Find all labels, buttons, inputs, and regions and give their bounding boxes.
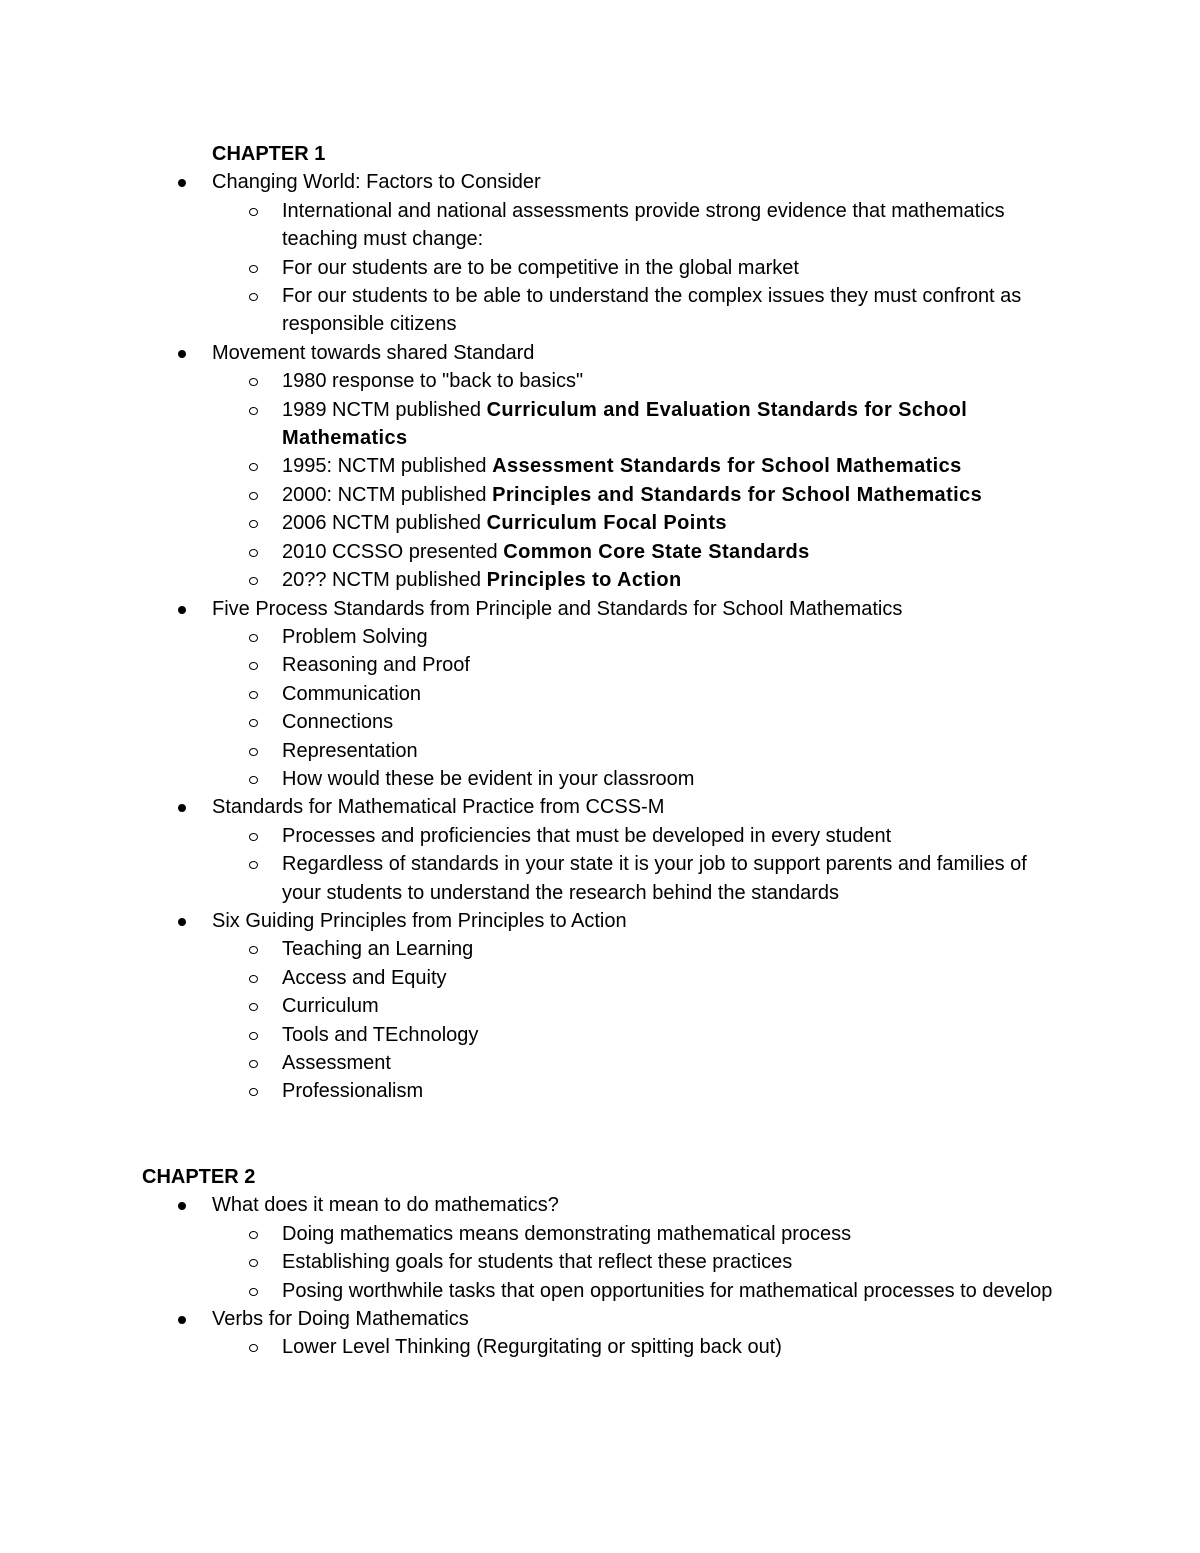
sub-item-text: Lower Level Thinking (Regurgitating or spitting back out) [282, 1336, 782, 1359]
sub-item-text: Representation [282, 739, 418, 762]
sub-item [212, 481, 1062, 509]
sub-item [212, 651, 1062, 679]
hollow-bullet-icon [249, 776, 258, 784]
publication-title: Principles and Standards for School Mathematics [492, 483, 983, 506]
hollow-bullet-icon [249, 1288, 258, 1296]
outline-item-label: What does it mean to do mathematics? [212, 1194, 559, 1217]
sub-item-text: Establishing goals for students that reflect these practices [282, 1251, 793, 1274]
sub-item-text: Curriculum [282, 995, 379, 1018]
filled-bullet-icon [178, 804, 186, 812]
sub-item [212, 367, 1062, 395]
outline-item [0, 907, 1200, 1106]
hollow-bullet-icon [249, 407, 258, 415]
outline-item-label: Verbs for Doing Mathematics [212, 1308, 469, 1331]
sub-list [212, 822, 1200, 907]
sub-item-text: Connections [282, 711, 394, 734]
sub-list [212, 367, 1200, 594]
sub-item-text: For our students are to be competitive in the global market [282, 256, 799, 279]
hollow-bullet-icon [249, 1032, 258, 1040]
sub-item-text: 2010 CCSSO presented [282, 540, 504, 563]
outline-item [0, 168, 1200, 338]
sub-item [212, 1077, 1062, 1105]
sub-list [212, 1333, 1200, 1361]
hollow-bullet-icon [249, 748, 258, 756]
outline-item [0, 793, 1200, 907]
hollow-bullet-icon [249, 1088, 258, 1096]
filled-bullet-icon [178, 350, 186, 358]
sub-item [212, 680, 1062, 708]
hollow-bullet-icon [249, 549, 258, 557]
hollow-bullet-icon [249, 662, 258, 670]
chapter-2-section [0, 1163, 1200, 1362]
sub-item-text: Doing mathematics means demonstrating mathematical process [282, 1222, 852, 1245]
hollow-bullet-icon [249, 861, 258, 869]
publication-title: Assessment Standards for School Mathematics [492, 455, 962, 478]
sub-item [212, 992, 1062, 1020]
sub-item-text: Professionalism [282, 1080, 424, 1103]
hollow-bullet-icon [249, 946, 258, 954]
sub-item [212, 708, 1062, 736]
sub-item [212, 509, 1062, 537]
publication-title: Curriculum Focal Points [486, 512, 727, 535]
sub-item [212, 850, 1062, 907]
hollow-bullet-icon [249, 1231, 258, 1239]
outline-item [0, 1305, 1200, 1362]
sub-item-text: Communication [282, 682, 421, 705]
sub-item-text: How would these be evident in your classroom [282, 767, 695, 790]
sub-item-text: 2006 NCTM published [282, 512, 487, 535]
sub-item-text: 1995: NCTM published [282, 455, 493, 478]
chapter-heading: CHAPTER 2 [142, 1166, 256, 1188]
sub-item [212, 623, 1062, 651]
hollow-bullet-icon [249, 378, 258, 386]
hollow-bullet-icon [249, 833, 258, 841]
hollow-bullet-icon [249, 463, 258, 471]
hollow-bullet-icon [249, 975, 258, 983]
hollow-bullet-icon [249, 691, 258, 699]
sub-item-text: Regardless of standards in your state it is your job to support parents and families of your students to understand the research behind the standards [282, 853, 1027, 904]
publication-title: Curriculum and Evaluation Standards for School Mathematics [282, 398, 968, 450]
hollow-bullet-icon [249, 1003, 258, 1011]
sub-list [212, 935, 1200, 1105]
outline-item [0, 1191, 1200, 1305]
sub-item [212, 1021, 1062, 1049]
sub-list [212, 197, 1200, 339]
sub-item [212, 737, 1062, 765]
filled-bullet-icon [178, 1202, 186, 1210]
sub-item [212, 197, 1062, 254]
sub-item [212, 566, 1062, 594]
sub-item [212, 396, 1062, 453]
sub-list [212, 623, 1200, 793]
sub-item-text: Posing worthwhile tasks that open opportunities for mathematical processes to develop [282, 1279, 1053, 1302]
sub-item-text: Teaching an Learning [282, 938, 474, 961]
hollow-bullet-icon [249, 577, 258, 585]
sub-item [212, 282, 1062, 339]
chapter-outline [0, 1191, 1200, 1361]
sub-item-text: For our students to be able to understand the complex issues they must confront as responsible citizens [282, 285, 1022, 336]
hollow-bullet-icon [249, 293, 258, 301]
chapter-1-section [0, 140, 1200, 1106]
chapter-heading: CHAPTER 1 [212, 143, 326, 165]
hollow-bullet-icon [249, 265, 258, 273]
hollow-bullet-icon [249, 634, 258, 642]
hollow-bullet-icon [249, 1060, 258, 1068]
filled-bullet-icon [178, 606, 186, 614]
sub-item-text: 1980 response to "back to basics" [282, 370, 584, 393]
filled-bullet-icon [178, 918, 186, 926]
hollow-bullet-icon [249, 208, 258, 216]
sub-item [212, 964, 1062, 992]
sub-item-text: Reasoning and Proof [282, 654, 470, 677]
sub-item [212, 765, 1062, 793]
hollow-bullet-icon [249, 1259, 258, 1267]
sub-item [212, 1333, 1062, 1361]
sub-item-text: International and national assessments provide strong evidence that mathematics teaching must change: [282, 199, 1005, 251]
outline-item-label: Movement towards shared Standard [212, 341, 535, 364]
filled-bullet-icon [178, 179, 186, 187]
sub-item [212, 1277, 1062, 1305]
sub-item [212, 1049, 1062, 1077]
sub-item-text: 20?? NCTM published [282, 569, 487, 592]
sub-item-text: Tools and TEchnology [282, 1023, 479, 1046]
sub-item [212, 935, 1062, 963]
sub-item-text: Processes and proficiencies that must be developed in every student [282, 824, 892, 847]
hollow-bullet-icon [249, 719, 258, 727]
publication-title: Common Core State Standards [503, 540, 810, 563]
sub-item-text: Access and Equity [282, 966, 447, 989]
outline-item-label: Standards for Mathematical Practice from CCSS-M [212, 796, 665, 819]
hollow-bullet-icon [249, 1344, 258, 1352]
publication-title: Principles to Action [486, 569, 682, 592]
outline-item-label: Five Process Standards from Principle and Standards for School Mathematics [212, 597, 903, 620]
sub-item [212, 822, 1062, 850]
sub-item [212, 254, 1062, 282]
sub-item-text: Assessment [282, 1052, 391, 1074]
outline-item [0, 595, 1200, 794]
sub-item [212, 538, 1062, 566]
outline-item-label: Changing World: Factors to Consider [212, 171, 541, 194]
outline-item-label: Six Guiding Principles from Principles to Action [212, 909, 627, 932]
sub-item [212, 1248, 1062, 1276]
hollow-bullet-icon [249, 520, 258, 528]
sub-list [212, 1220, 1200, 1305]
sub-item [212, 1220, 1062, 1248]
sub-item-text: Problem Solving [282, 625, 428, 648]
sub-item-text: 1989 NCTM published [282, 398, 487, 421]
sub-item [212, 452, 1062, 480]
outline-item [0, 339, 1200, 595]
chapter-outline [0, 168, 1200, 1105]
hollow-bullet-icon [249, 492, 258, 500]
filled-bullet-icon [178, 1316, 186, 1324]
sub-item-text: 2000: NCTM published [282, 483, 493, 506]
